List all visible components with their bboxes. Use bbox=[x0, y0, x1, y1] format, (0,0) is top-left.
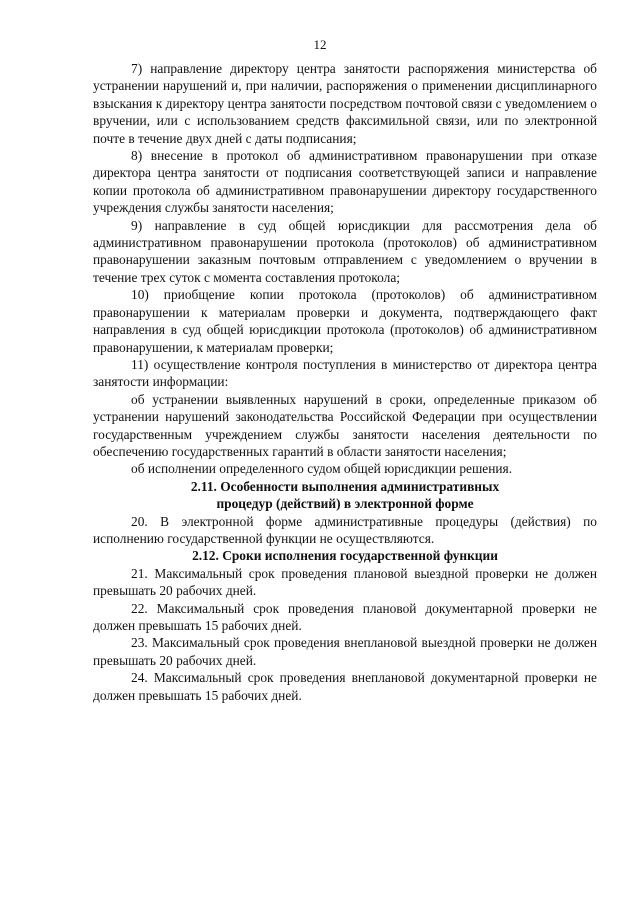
list-item-9: 9) направление в суд общей юрисдикции для рассмотрения дела об административном правонарушении протокола (протоколов) об административном правонарушении заказным почтовым отправлением с уведомлением о вручении в течение трех суток с момента составления протокола; bbox=[93, 217, 597, 285]
list-item-11: 11) осуществление контроля поступления в министерство от директора центра занятости информации: bbox=[93, 356, 597, 390]
section-heading-2-12: 2.12. Сроки исполнения государственной функции bbox=[192, 548, 498, 564]
section-heading-2-11 bbox=[93, 478, 597, 513]
list-item-7: 7) направление директору центра занятости распоряжения министерства об устранении нарушений и, при наличии, распоряжения о применении дисциплинарного взыскания к директору центра занятости посредством почтовой связи с уведомлением о вручении, или с использованием средств факсимильной связи, или по электронной почте в течение двух дней с даты подписания; bbox=[93, 61, 597, 146]
paragraph-24: 24. Максимальный срок проведения внеплановой документарной проверки не должен превышать 15 рабочих дней. bbox=[93, 670, 597, 703]
sub-item-court-decision: об исполнении определенного судом общей юрисдикции решения. bbox=[131, 461, 513, 477]
paragraph-23: 23. Максимальный срок проведения внеплановой выездной проверки не должен превышать 20 рабочих дней. bbox=[93, 635, 597, 668]
page-content bbox=[93, 60, 597, 704]
paragraph-22: 22. Максимальный срок проведения плановой документарной проверки не должен превышать 15 рабочих дней. bbox=[93, 600, 597, 633]
section-heading-2-11-line1: 2.11. Особенности выполнения административных bbox=[190, 478, 500, 494]
paragraph-21: 21. Максимальный срок проведения плановой выездной проверки не должен превышать 20 рабочих дней. bbox=[93, 565, 597, 599]
list-item-10: 10) приобщение копии протокола (протоколов) об административном правонарушении к материалам проверки и документа, подтверждающего факт направления в суд общей юрисдикции протокола (протоколов) об административном правонарушении, к материалам проверки; bbox=[93, 287, 597, 355]
list-item-8: 8) внесение в протокол об административном правонарушении при отказе директора центра занятости от подписания соответствующей записи и направление копии протокола об административном правонарушении директору государственного учреждения службы занятости населения; bbox=[93, 148, 597, 216]
page-number: 12 bbox=[313, 37, 327, 52]
sub-item-violations: об устранении выявленных нарушений в сроки, определенные приказом об устранении нарушений законодательства Российской Федерации при осуществлении государственным учреждением службы занятости населения деятельности по обеспечению государственных гарантий в области занятости населения; bbox=[93, 391, 597, 459]
paragraph-20: 20. В электронной форме административные процедуры (действия) по исполнению государственной функции не осуществляются. bbox=[93, 513, 597, 546]
section-heading-2-11-line2: процедур (действий) в электронной форме bbox=[216, 496, 474, 512]
